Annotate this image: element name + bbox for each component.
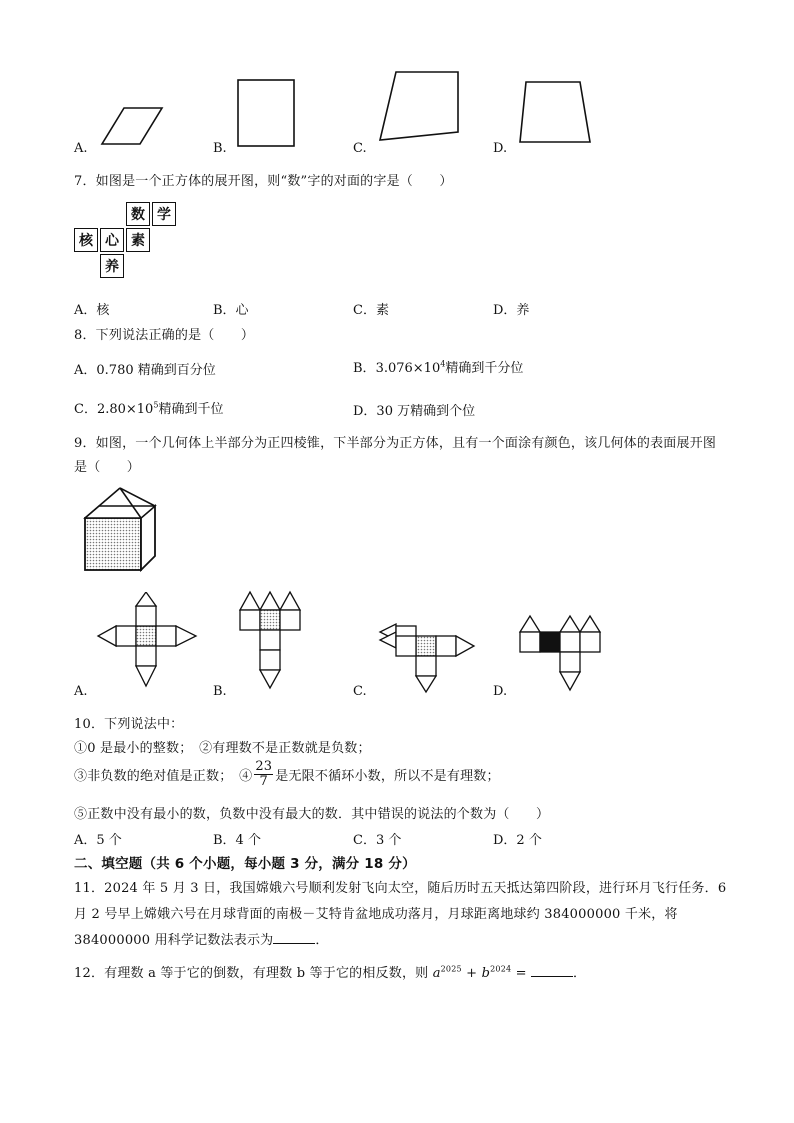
q7-stem: 7．如图是一个正方体的展开图，则“数”字的对面的字是（ ） [74, 174, 453, 189]
q12-var-b: b [481, 966, 491, 981]
q10-option-b: B．4 个 [213, 833, 261, 848]
q6-option-d: D. [493, 141, 508, 156]
q7-option-b: B．心 [213, 303, 249, 318]
q9-net-a [94, 592, 200, 692]
q12-line [74, 962, 586, 981]
q8-option-c-text: 精确到千位 [158, 402, 224, 417]
net-cell-su: 素 [126, 228, 150, 252]
q8-option-b-prefix: B． [353, 361, 376, 376]
q6-option-b: B. [213, 141, 227, 156]
q9-stem-line2: 是（ ） [74, 460, 141, 475]
q9-option-d: D. [493, 684, 508, 699]
net-cell-he: 核 [74, 228, 98, 252]
q9-net-b [236, 588, 310, 692]
q6-option-a: A. [74, 141, 88, 156]
q10-statement-3: ③非负数的绝对值是正数； ④ [74, 769, 253, 784]
q6-shape-d-trapezoid [518, 78, 594, 146]
q10-fraction-numerator: 23 [255, 759, 273, 774]
q9-option-c: C. [353, 684, 367, 699]
q6-option-c: C. [353, 141, 367, 156]
q7-option-c: C．素 [353, 303, 389, 318]
q8-option-a: A．0.780 精确到百分位 [74, 363, 216, 378]
q11-line-3-text: 384000000 用科学记数法表示为 [74, 933, 274, 948]
q10-option-a: A．5 个 [74, 833, 122, 848]
q6-shape-a-parallelogram [100, 104, 164, 148]
q12-var-a: a [432, 966, 441, 981]
q11-line-3 [74, 929, 329, 948]
q9-net-d [516, 612, 610, 694]
q6-shape-c-quadrilateral [378, 68, 462, 144]
q10-fraction [254, 760, 273, 789]
q10-statements-1-2: ①0 是最小的整数； ②有理数不是正数就是负数； [74, 741, 371, 756]
q10-statements-3-4 [74, 760, 500, 789]
section-2-title: 二、填空题（共 6 个小题，每小题 3 分，满分 18 分） [74, 856, 416, 872]
q12-text: 12．有理数 a 等于它的倒数，有理数 b 等于它的相反数，则 [74, 966, 433, 981]
net-cell-shu: 数 [126, 202, 150, 226]
q8-option-b-text: 精确到千分位 [445, 361, 524, 376]
net-cell-xue: 学 [152, 202, 176, 226]
net-cell-yang: 养 [100, 254, 124, 278]
q10-fraction-denominator: 7 [259, 774, 269, 789]
net-cell-xin: 心 [100, 228, 124, 252]
q8-option-c-prefix: C． [74, 402, 97, 417]
q8-option-c [74, 398, 223, 417]
q8-option-b-exponent: 4 [440, 359, 446, 369]
q12-answer-blank[interactable] [531, 964, 573, 977]
q7-cube-net [74, 202, 186, 282]
q12-end: ． [573, 966, 587, 981]
q8-option-b-number: 3.076×10 [375, 361, 441, 376]
q6-shape-b-rectangle [236, 78, 298, 150]
q10-option-d: D．2 个 [493, 833, 542, 848]
q10-stem: 10．下列说法中： [74, 717, 184, 732]
q8-option-d: D．30 万精确到个位 [353, 404, 476, 419]
q9-option-a: A. [74, 684, 88, 699]
q8-option-c-number: 2.80×10 [96, 402, 154, 417]
q8-option-c-exponent: 5 [153, 400, 159, 410]
q11-line-1: 11．2024 年 5 月 3 日，我国嫦娥六号顺利发射飞向太空，随后历时五天抵达第四阶段，进行环月飞行任务．6 [74, 881, 727, 896]
q12-exp-a: 2025 [440, 964, 462, 974]
q12-equals: = [511, 966, 532, 981]
q11-line-3-end: ． [315, 933, 329, 948]
q12-exp-b: 2024 [490, 964, 512, 974]
q7-option-d: D．养 [493, 303, 530, 318]
q11-answer-blank[interactable] [273, 931, 315, 944]
q10-statement-4-text: 是无限不循环小数，所以不是有理数； [275, 769, 500, 784]
q9-stem-line1: 9．如图，一个几何体上半部分为正四棱锥，下半部分为正方体，且有一个面涂有颜色，该几何体的表面展开图 [74, 436, 717, 451]
q9-option-b: B. [213, 684, 227, 699]
q12-plus: + [461, 966, 482, 981]
q8-option-b [353, 357, 523, 376]
q9-net-c [378, 612, 478, 694]
q7-option-a: A．核 [74, 303, 110, 318]
q9-solid-figure [80, 484, 162, 574]
q11-line-2: 月 2 号早上嫦娥六号在月球背面的南极－艾特肯盆地成功落月，月球距离地球约 384000000 千米，将 [74, 907, 678, 922]
q10-statement-5: ⑤正数中没有最小的数，负数中没有最大的数．其中错误的说法的个数为（ ） [74, 807, 550, 822]
q8-stem: 8．下列说法正确的是（ ） [74, 328, 255, 343]
q10-option-c: C．3 个 [353, 833, 402, 848]
